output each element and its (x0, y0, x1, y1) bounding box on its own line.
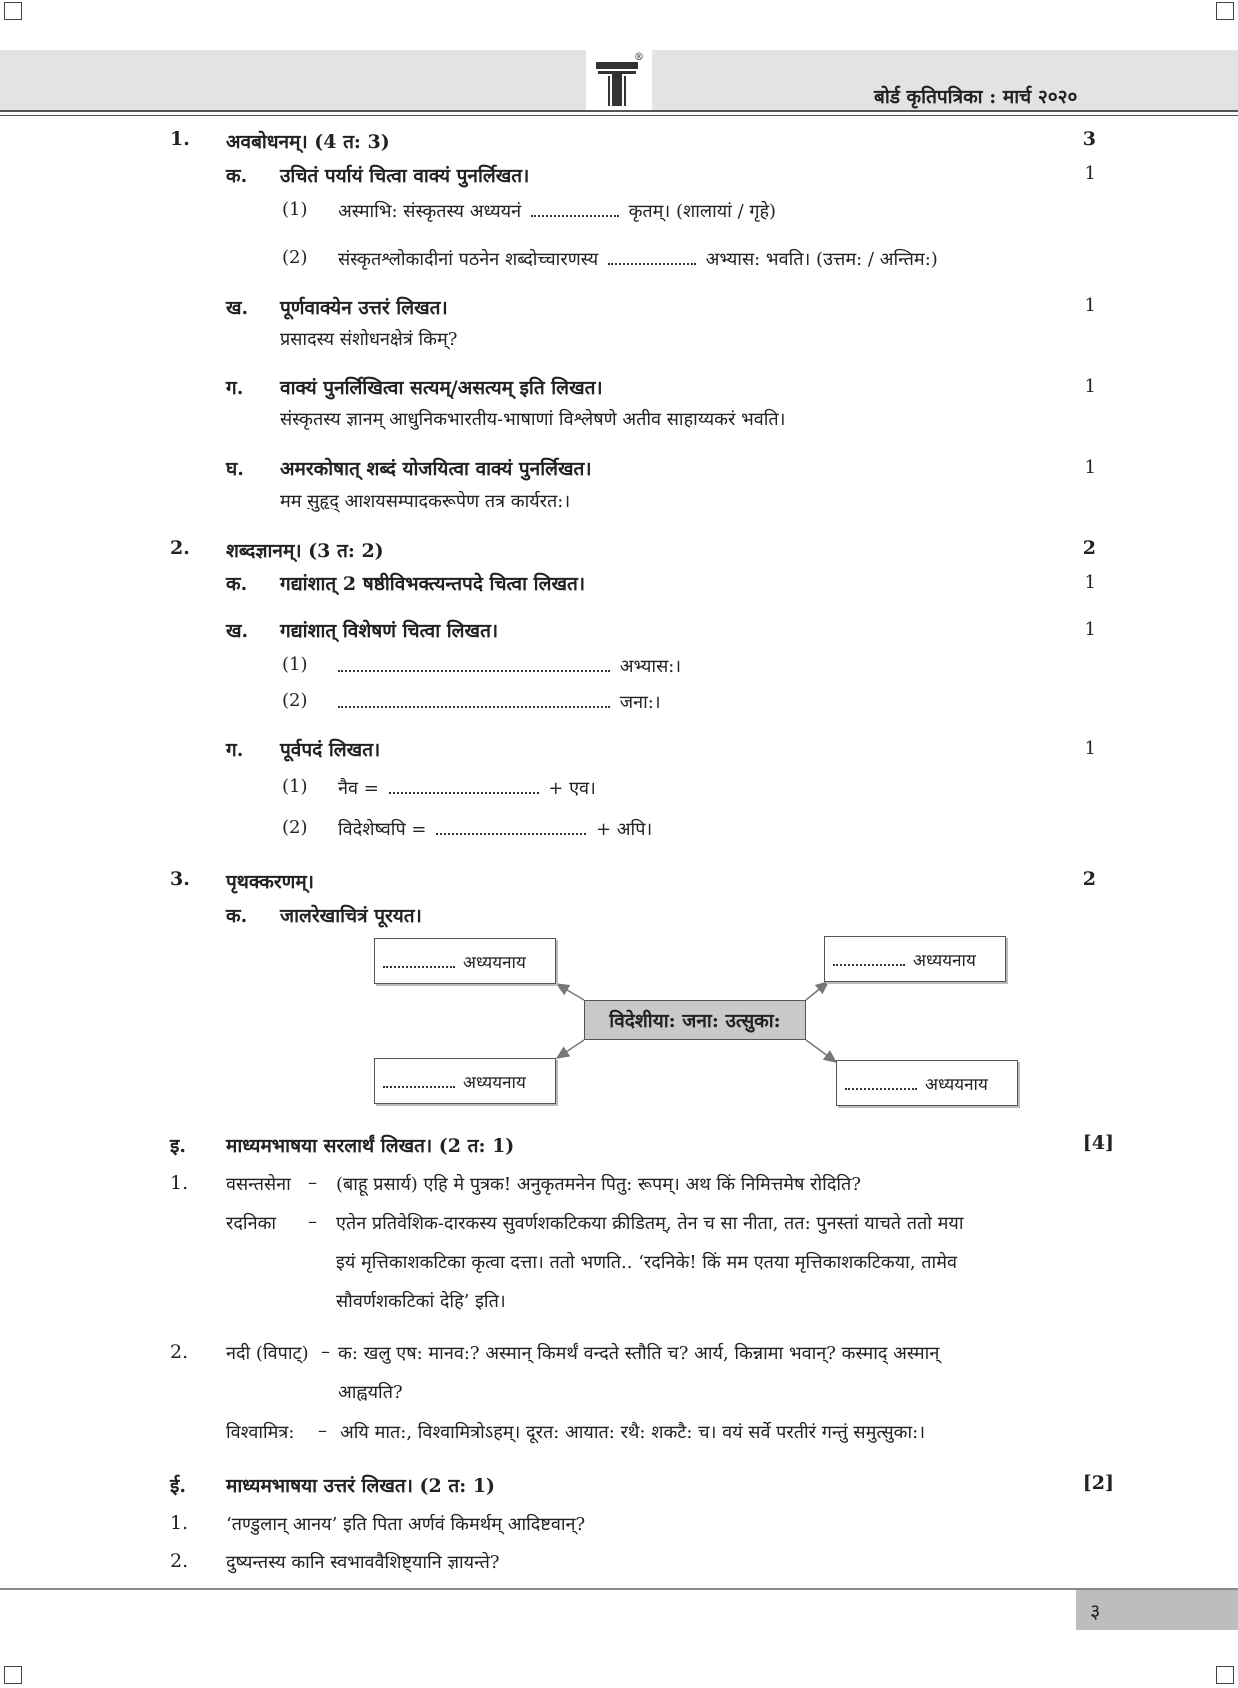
page-header-title: बोर्ड कृतिपत्रिका : मार्च २०२० (874, 86, 1078, 108)
q2-ka-label: क. (226, 573, 248, 595)
q2-ga-marks: 1 (1084, 738, 1096, 759)
q3-marks: 2 (1082, 868, 1096, 890)
arrow-top-right (806, 982, 828, 1000)
qi-p2-speaker2: विश्वामित्र: (226, 1422, 295, 1443)
qi-p2-speaker1: नदी (विपाट्) (226, 1343, 309, 1364)
q2-ga-item1-post: + एव। (548, 778, 596, 799)
q1-gha-label: घ. (226, 458, 244, 480)
blank-line (383, 1074, 455, 1088)
qi-p1-dialogue1: (बाहू प्रसार्य) एहि मे पुत्रक! अनुकृतमनेन पितु: रूपम्। अथ किं निमित्तमेष रोदिति? (336, 1174, 861, 1195)
q1-gha-title: अमरकोषात् शब्दं योजयित्वा वाक्यं पुनर्लिखत। (280, 458, 592, 480)
qii-q1-number: 1. (170, 1512, 189, 1534)
q1-gha-underlined-word: सुहृद् (307, 491, 339, 512)
qi-p1-speaker2: रदनिका (226, 1213, 277, 1234)
q2-ga-item1-pre: नैव = (338, 778, 379, 799)
q2-title: शब्दज्ञानम्। (3 त: 2) (226, 540, 384, 562)
q2-ga-item2-number: (2) (282, 817, 308, 838)
qi-p1-dialogue2-line2: इयं मृत्तिकाशकटिका कृत्वा दत्ता। ततो भणति.. ‘रदनिके! किं मम एतया मृत्तिकाशकटिकया, तामेव (336, 1252, 957, 1273)
qii-q2: दुष्यन्तस्य कानि स्वभाववैशिष्ट्यानि ज्ञायन्ते? (226, 1552, 500, 1573)
blank-line (845, 1076, 917, 1090)
q3-ka-label: क. (226, 905, 248, 927)
qi-p2-dialogue1-line1: क: खलु एष: मानव:? अस्मान् किमर्थं वन्दते स्तौति च? आर्य, किन्नामा भवान्? कस्माद् अस्मान् (338, 1343, 940, 1364)
q3-number: 3. (170, 868, 190, 890)
q2-kha-item1-post: अभ्यास:। (619, 656, 682, 677)
registered-mark: ® (634, 52, 644, 63)
diagram-box-top-right (824, 936, 1006, 982)
dash: – (318, 1420, 327, 1441)
q2-kha-label: ख. (226, 620, 249, 642)
diagram-box-top-left (374, 938, 556, 984)
q1-title: अवबोधनम्। (4 त: 3) (226, 131, 390, 153)
arrow-bottom-left (557, 1040, 584, 1058)
q1-kha-question: प्रसादस्य संशोधनक्षेत्रं किम्? (280, 329, 458, 350)
q1-ka-label: क. (226, 165, 248, 187)
q2-ka-title: गद्यांशात् 2 षष्ठीविभक्त्यन्तपदे चित्वा लिखत। (280, 573, 586, 595)
q1-kha-label: ख. (226, 297, 249, 319)
q1-ka-item1-number: (1) (282, 199, 308, 220)
q1-kha-title: पूर्णवाक्येन उत्तरं लिखत। (280, 297, 448, 319)
diagram-box-bottom-left (374, 1058, 556, 1104)
q1-ka-item1-post: कृतम्। (शालायां / गृहे) (628, 201, 777, 222)
q1-ka-marks: 1 (1084, 163, 1096, 184)
q1-ka-item2-pre: संस्कृतश्लोकादीनां पठनेन शब्दोच्चारणस्य (338, 249, 599, 270)
q2-ga-title: पूर्वपदं लिखत। (280, 739, 381, 761)
diagram-box-label: अध्ययनाय (913, 950, 976, 971)
dash: – (308, 1172, 317, 1193)
dash: – (321, 1341, 330, 1362)
q1-number: 1. (170, 128, 190, 150)
qi-p2-dialogue1-line2: आह्वयति? (338, 1382, 403, 1403)
arrow-top-left (557, 984, 584, 1000)
qi-p1-speaker1: वसन्तसेना (226, 1174, 291, 1195)
page-number: ३ (1076, 1590, 1238, 1630)
qi-passage1-number: 1. (170, 1172, 189, 1194)
qi-p1-dialogue2-line1: एतेन प्रतिवेशिक-दारकस्य सुवर्णशकटिकया क्रीडितम्, तेन च सा नीता, तत: पुनस्तां याचते ततो मया (336, 1213, 964, 1234)
q1-ka-title: उचितं पर्यायं चित्वा वाक्यं पुनर्लिखत। (280, 165, 530, 187)
diagram-box-label: अध्ययनाय (925, 1074, 988, 1095)
diagram-center-node: विदेशीया: जना: उत्सुका: (584, 1000, 806, 1040)
q2-kha-item2-post: जना:। (619, 692, 661, 713)
blank-line (833, 952, 905, 966)
qii-q2-number: 2. (170, 1550, 189, 1572)
q2-number: 2. (170, 537, 190, 559)
q2-ka-marks: 1 (1084, 572, 1096, 593)
qi-p1-dialogue2-line3: सौवर्णशकटिकां देहि’ इति। (336, 1291, 506, 1312)
qi-number: इ. (170, 1135, 186, 1157)
q2-ga-item2-pre: विदेशेष्वपि = (338, 819, 427, 840)
qi-title: माध्यमभाषया सरलार्थं लिखत। (2 त: 1) (226, 1135, 515, 1157)
qi-p2-dialogue2: अयि मात:, विश्वामित्रोऽहम्। दूरत: आयात: रथै: शकटै: च। वयं सर्वे परतीरं गन्तुं समुत्सुका:। (340, 1422, 926, 1443)
q2-kha-title: गद्यांशात् विशेषणं चित्वा लिखत। (280, 620, 499, 642)
q1-gha-pre: मम (280, 491, 302, 512)
diagram-box-label: अध्ययनाय (463, 1072, 526, 1093)
blank-line (383, 954, 455, 968)
qi-passage2-number: 2. (170, 1341, 189, 1363)
qii-title: माध्यमभाषया उत्तरं लिखत। (2 त: 1) (226, 1475, 496, 1497)
diagram-box-label: अध्ययनाय (463, 952, 526, 973)
q1-ga-question: संस्कृतस्य ज्ञानम् आधुनिकभारतीय-भाषाणां विश्लेषणे अतीव साहाय्यकरं भवति। (280, 409, 786, 430)
q3-ka-title: जालरेखाचित्रं पूरयत। (280, 905, 422, 927)
q2-kha-item1-number: (1) (282, 654, 308, 675)
q2-ga-label: ग. (226, 739, 244, 761)
q2-ga-item2-post: + अपि। (595, 819, 653, 840)
q2-kha-item2-number: (2) (282, 690, 308, 711)
q1-ka-item2-post: अभ्यास: भवति। (उत्तम: / अन्तिम:) (705, 249, 938, 270)
q1-ga-marks: 1 (1084, 376, 1096, 397)
q1-kha-marks: 1 (1084, 295, 1096, 316)
q1-ga-label: ग. (226, 377, 244, 399)
qi-marks: [4] (1082, 1132, 1114, 1154)
arrow-bottom-right (806, 1040, 836, 1062)
q1-ka-item2-number: (2) (282, 247, 308, 268)
q1-gha-post: आशयसम्पादकरूपेण तत्र कार्यरत:। (344, 491, 571, 512)
qii-number: ई. (170, 1475, 186, 1497)
footer-rule (0, 1588, 1238, 1590)
qii-marks: [2] (1082, 1472, 1114, 1494)
q1-ka-item1-pre: अस्माभि: संस्कृतस्य अध्ययनं (338, 201, 522, 222)
q2-marks: 2 (1082, 537, 1096, 559)
dash: – (308, 1211, 317, 1232)
q1-ga-title: वाक्यं पुनर्लिखित्वा सत्यम्/असत्यम् इति लिखत। (280, 377, 603, 399)
qii-q1: ‘तण्डुलान् आनय’ इति पिता अर्णवं किमर्थम् आदिष्टवान्? (226, 1514, 586, 1535)
q3-title: पृथक्करणम्। (226, 871, 314, 893)
diagram-box-bottom-right (836, 1060, 1018, 1106)
q2-ga-item1-number: (1) (282, 776, 308, 797)
q2-kha-marks: 1 (1084, 619, 1096, 640)
q1-gha-marks: 1 (1084, 457, 1096, 478)
q1-marks: 3 (1082, 128, 1096, 150)
